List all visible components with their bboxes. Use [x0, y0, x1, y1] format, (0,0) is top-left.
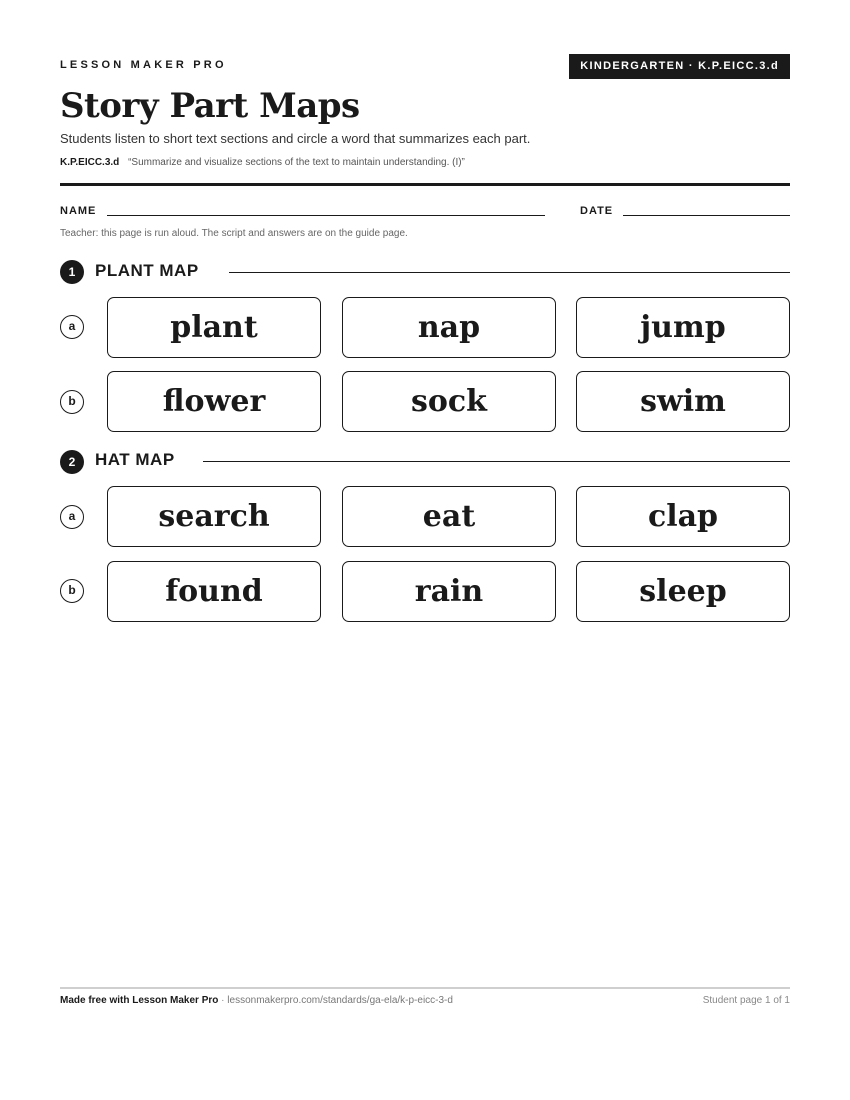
section-title: PLANT MAP	[95, 261, 199, 280]
section-divider	[203, 461, 790, 462]
footer-separator: ·	[221, 995, 225, 1006]
section-number-badge: 2	[60, 450, 84, 474]
page-subtitle: Students listen to short text sections and circle a word that summarizes each part.	[60, 131, 531, 146]
footer-divider	[60, 987, 790, 989]
word-choice[interactable]: swim	[576, 371, 790, 432]
page-number: Student page 1 of 1	[702, 995, 790, 1006]
footer-url[interactable]: lessonmakerpro.com/standards/ga-ela/k-p-eicc-3-d	[227, 995, 453, 1006]
word-choice[interactable]: jump	[576, 297, 790, 358]
section-title: HAT MAP	[95, 450, 175, 469]
word-choice[interactable]: clap	[576, 486, 790, 547]
word-choice[interactable]: plant	[107, 297, 321, 358]
word-choice[interactable]: sleep	[576, 561, 790, 622]
standard-description: “Summarize and visualize sections of the text to maintain understanding. (I)”	[128, 157, 465, 168]
brand-name: LESSON MAKER PRO	[60, 59, 227, 71]
page-title: Story Part Maps	[60, 86, 360, 126]
word-choice[interactable]: rain	[342, 561, 556, 622]
section-number-badge: 1	[60, 260, 84, 284]
date-field[interactable]	[623, 215, 790, 216]
word-choice[interactable]: eat	[342, 486, 556, 547]
footer-credit	[60, 995, 453, 1006]
row-letter-a: a	[60, 505, 84, 529]
teacher-note: Teacher: this page is run aloud. The script and answers are on the guide page.	[60, 228, 408, 239]
footer-made-with: Made free with Lesson Maker Pro	[60, 995, 219, 1006]
header-divider	[60, 183, 790, 186]
worksheet-page	[60, 0, 790, 1100]
standard-line	[60, 157, 465, 168]
section-divider	[229, 272, 790, 273]
standard-code: K.P.EICC.3.d	[60, 157, 120, 168]
name-label: NAME	[60, 205, 97, 217]
word-choice[interactable]: flower	[107, 371, 321, 432]
name-field[interactable]	[107, 215, 545, 216]
date-label: DATE	[580, 205, 614, 217]
row-letter-a: a	[60, 315, 84, 339]
word-choice[interactable]: search	[107, 486, 321, 547]
row-letter-b: b	[60, 390, 84, 414]
row-letter-b: b	[60, 579, 84, 603]
word-choice[interactable]: found	[107, 561, 321, 622]
grade-standard-badge: KINDERGARTEN · K.P.EICC.3.d	[569, 54, 790, 79]
word-choice[interactable]: sock	[342, 371, 556, 432]
word-choice[interactable]: nap	[342, 297, 556, 358]
